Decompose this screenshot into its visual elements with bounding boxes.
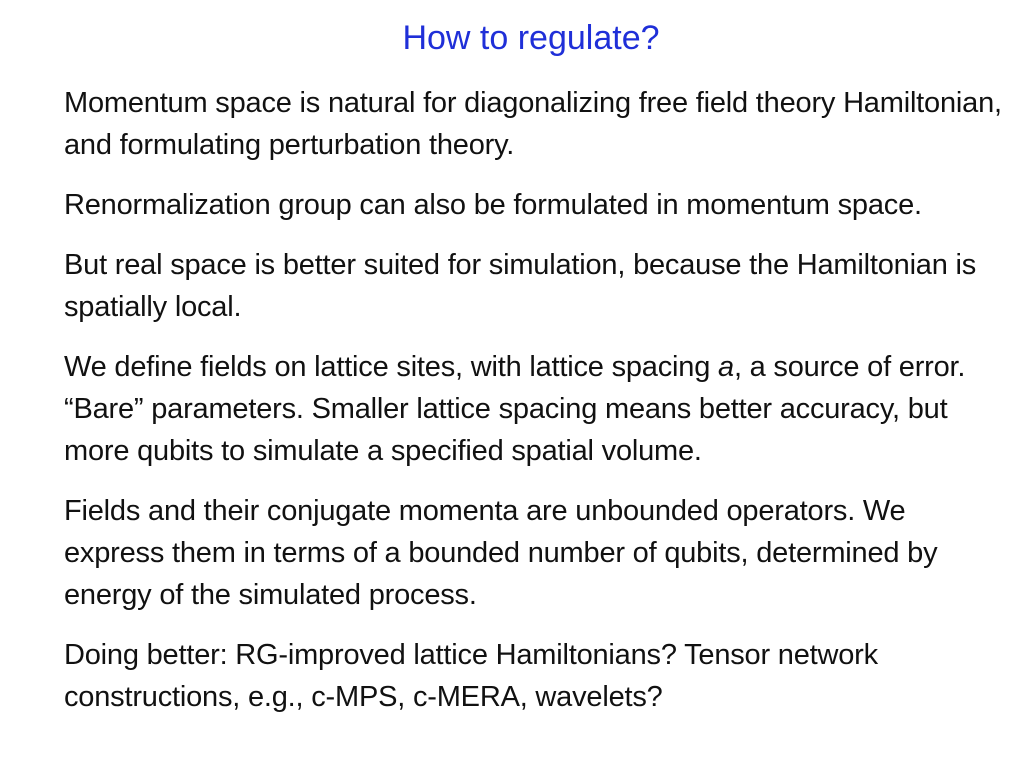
paragraph-doing-better: Doing better: RG-improved lattice Hamiltonians? Tensor network constructions, e.g., c-MPS, c-MERA, wavelets? bbox=[64, 639, 878, 713]
slide-title: How to regulate? bbox=[402, 19, 660, 57]
lattice-text-before: We define fields on lattice sites, with lattice spacing bbox=[64, 351, 718, 383]
slide-body bbox=[64, 82, 1004, 736]
paragraph-unbounded-operators: Fields and their conjugate momenta are unbounded operators. We express them in terms of a bounded number of qubits, determined by energy of the simulated process. bbox=[64, 495, 938, 611]
paragraph-lattice-fields bbox=[64, 346, 1004, 472]
lattice-text-after: , a source of error. “Bare” parameters. Smaller lattice spacing means better accuracy, but more qubits to simulate a specified spatial volume. bbox=[64, 351, 966, 467]
paragraph-renormalization-group: Renormalization group can also be formulated in momentum space. bbox=[64, 189, 922, 221]
lattice-spacing-symbol: a bbox=[718, 351, 734, 383]
paragraph-momentum-space: Momentum space is natural for diagonalizing free field theory Hamiltonian, and formulating perturbation theory. bbox=[64, 87, 1002, 161]
paragraph-real-space: But real space is better suited for simulation, because the Hamiltonian is spatially local. bbox=[64, 249, 977, 323]
